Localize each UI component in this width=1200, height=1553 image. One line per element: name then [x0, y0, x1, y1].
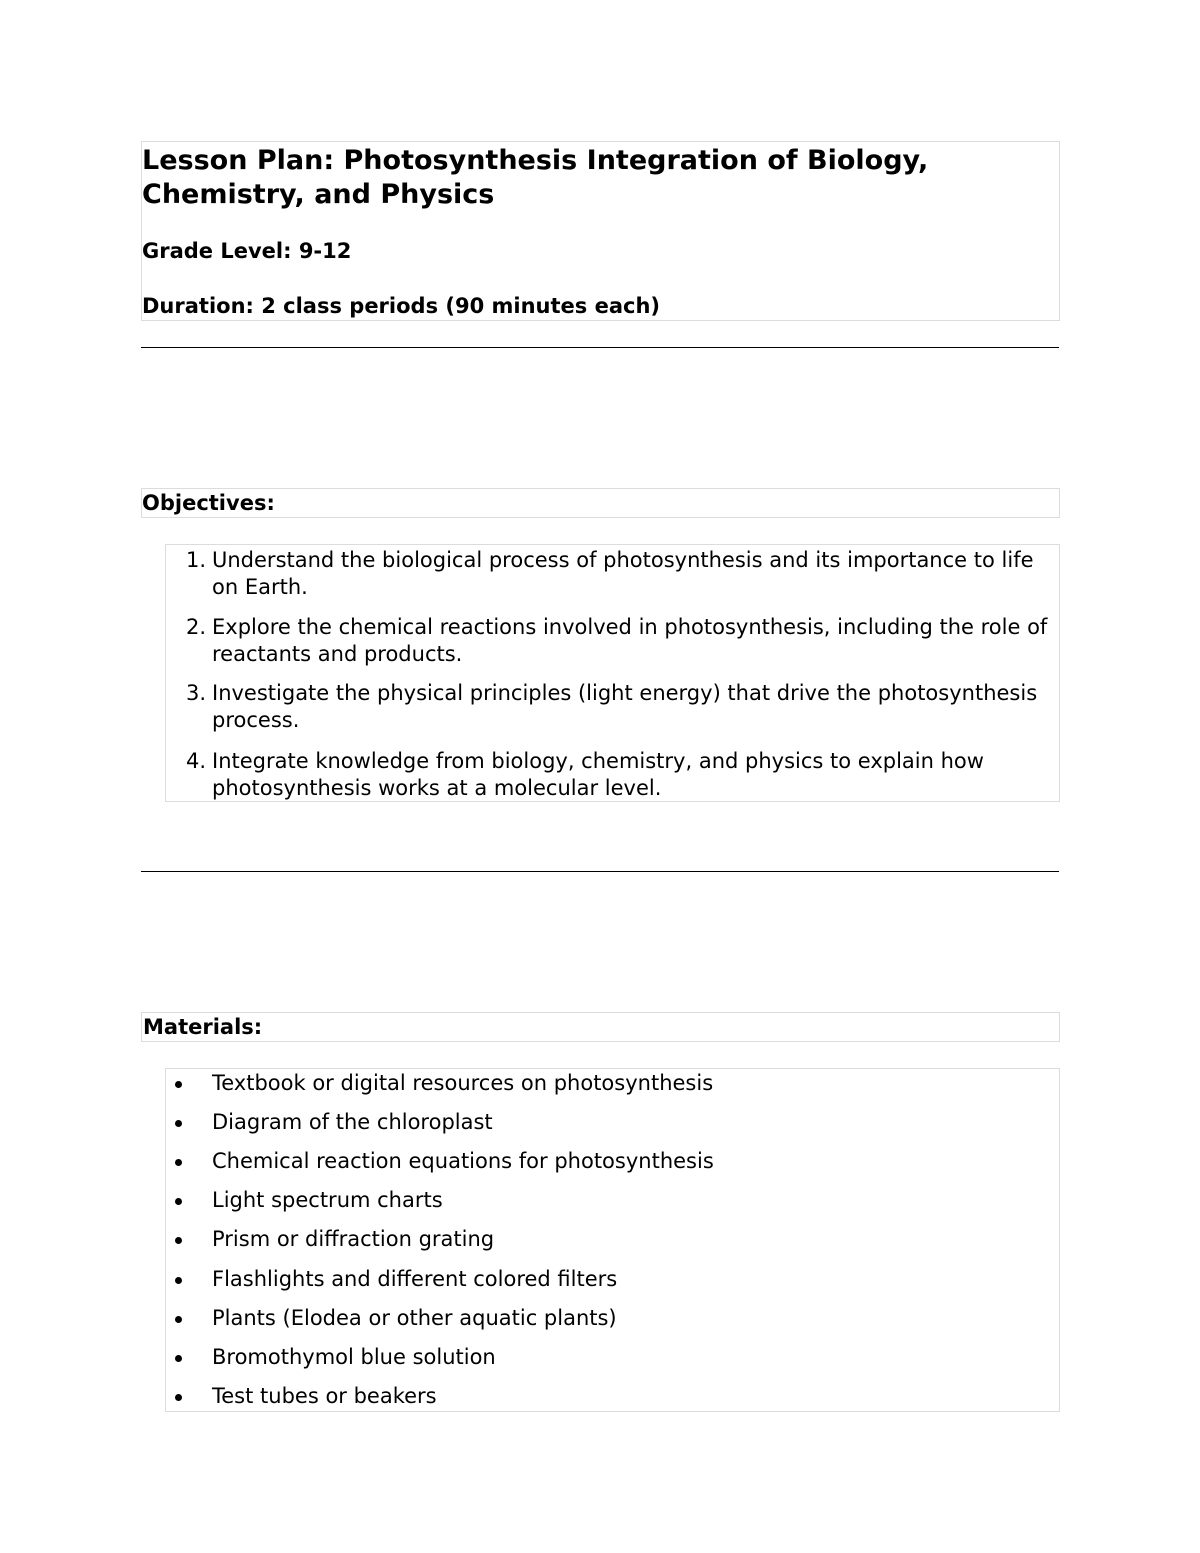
objectives-heading: Objectives:	[142, 491, 275, 515]
material-item	[166, 1148, 1059, 1175]
material-text: Light spectrum charts	[212, 1188, 443, 1212]
objective-text: Explore the chemical reactions involved in photosynthesis, including the role of reactants and products.	[212, 615, 1048, 666]
material-text: Textbook or digital resources on photosynthesis	[212, 1071, 714, 1095]
materials-heading-block	[141, 1012, 1060, 1042]
material-item	[166, 1266, 1059, 1293]
objective-number: 4.	[185, 749, 206, 773]
horizontal-divider	[141, 871, 1059, 872]
objectives-list-block	[165, 544, 1060, 802]
material-text: Test tubes or beakers	[212, 1384, 437, 1408]
material-text: Plants (Elodea or other aquatic plants)	[212, 1306, 617, 1330]
bullet-icon	[175, 1277, 182, 1284]
material-item	[166, 1226, 1059, 1253]
material-item	[166, 1344, 1059, 1371]
material-text: Flashlights and different colored filters	[212, 1267, 618, 1291]
grade-level: Grade Level: 9-12	[142, 239, 352, 263]
material-text: Bromothymol blue solution	[212, 1345, 496, 1369]
page-title: Lesson Plan: Photosynthesis Integration of Biology, Chemistry, and Physics	[142, 145, 929, 210]
material-item	[166, 1109, 1059, 1136]
material-text: Chemical reaction equations for photosynthesis	[212, 1149, 714, 1173]
objective-text: Integrate knowledge from biology, chemistry, and physics to explain how photosynthesis works at a molecular level.	[212, 749, 984, 800]
horizontal-divider	[141, 347, 1059, 348]
header-block	[141, 141, 1060, 321]
bullet-icon	[175, 1081, 182, 1088]
bullet-icon	[175, 1159, 182, 1166]
material-item	[166, 1187, 1059, 1214]
bullet-icon	[175, 1355, 182, 1362]
objectives-heading-block	[141, 488, 1060, 518]
bullet-icon	[175, 1198, 182, 1205]
objective-text: Investigate the physical principles (light energy) that drive the photosynthesis process.	[212, 681, 1038, 732]
bullet-icon	[175, 1120, 182, 1127]
objective-number: 2.	[185, 615, 206, 639]
objective-number: 3.	[185, 681, 206, 705]
material-item	[166, 1305, 1059, 1332]
materials-list-block	[165, 1068, 1060, 1412]
duration: Duration: 2 class periods (90 minutes each)	[142, 294, 660, 318]
bullet-icon	[175, 1237, 182, 1244]
materials-heading: Materials:	[143, 1015, 263, 1039]
material-item	[166, 1383, 1059, 1410]
bullet-icon	[175, 1394, 182, 1401]
objective-number: 1.	[185, 548, 206, 572]
bullet-icon	[175, 1316, 182, 1323]
objective-text: Understand the biological process of photosynthesis and its importance to life on Earth.	[212, 548, 1034, 599]
material-text: Prism or diffraction grating	[212, 1227, 495, 1251]
material-text: Diagram of the chloroplast	[212, 1110, 493, 1134]
material-item	[166, 1070, 1059, 1097]
